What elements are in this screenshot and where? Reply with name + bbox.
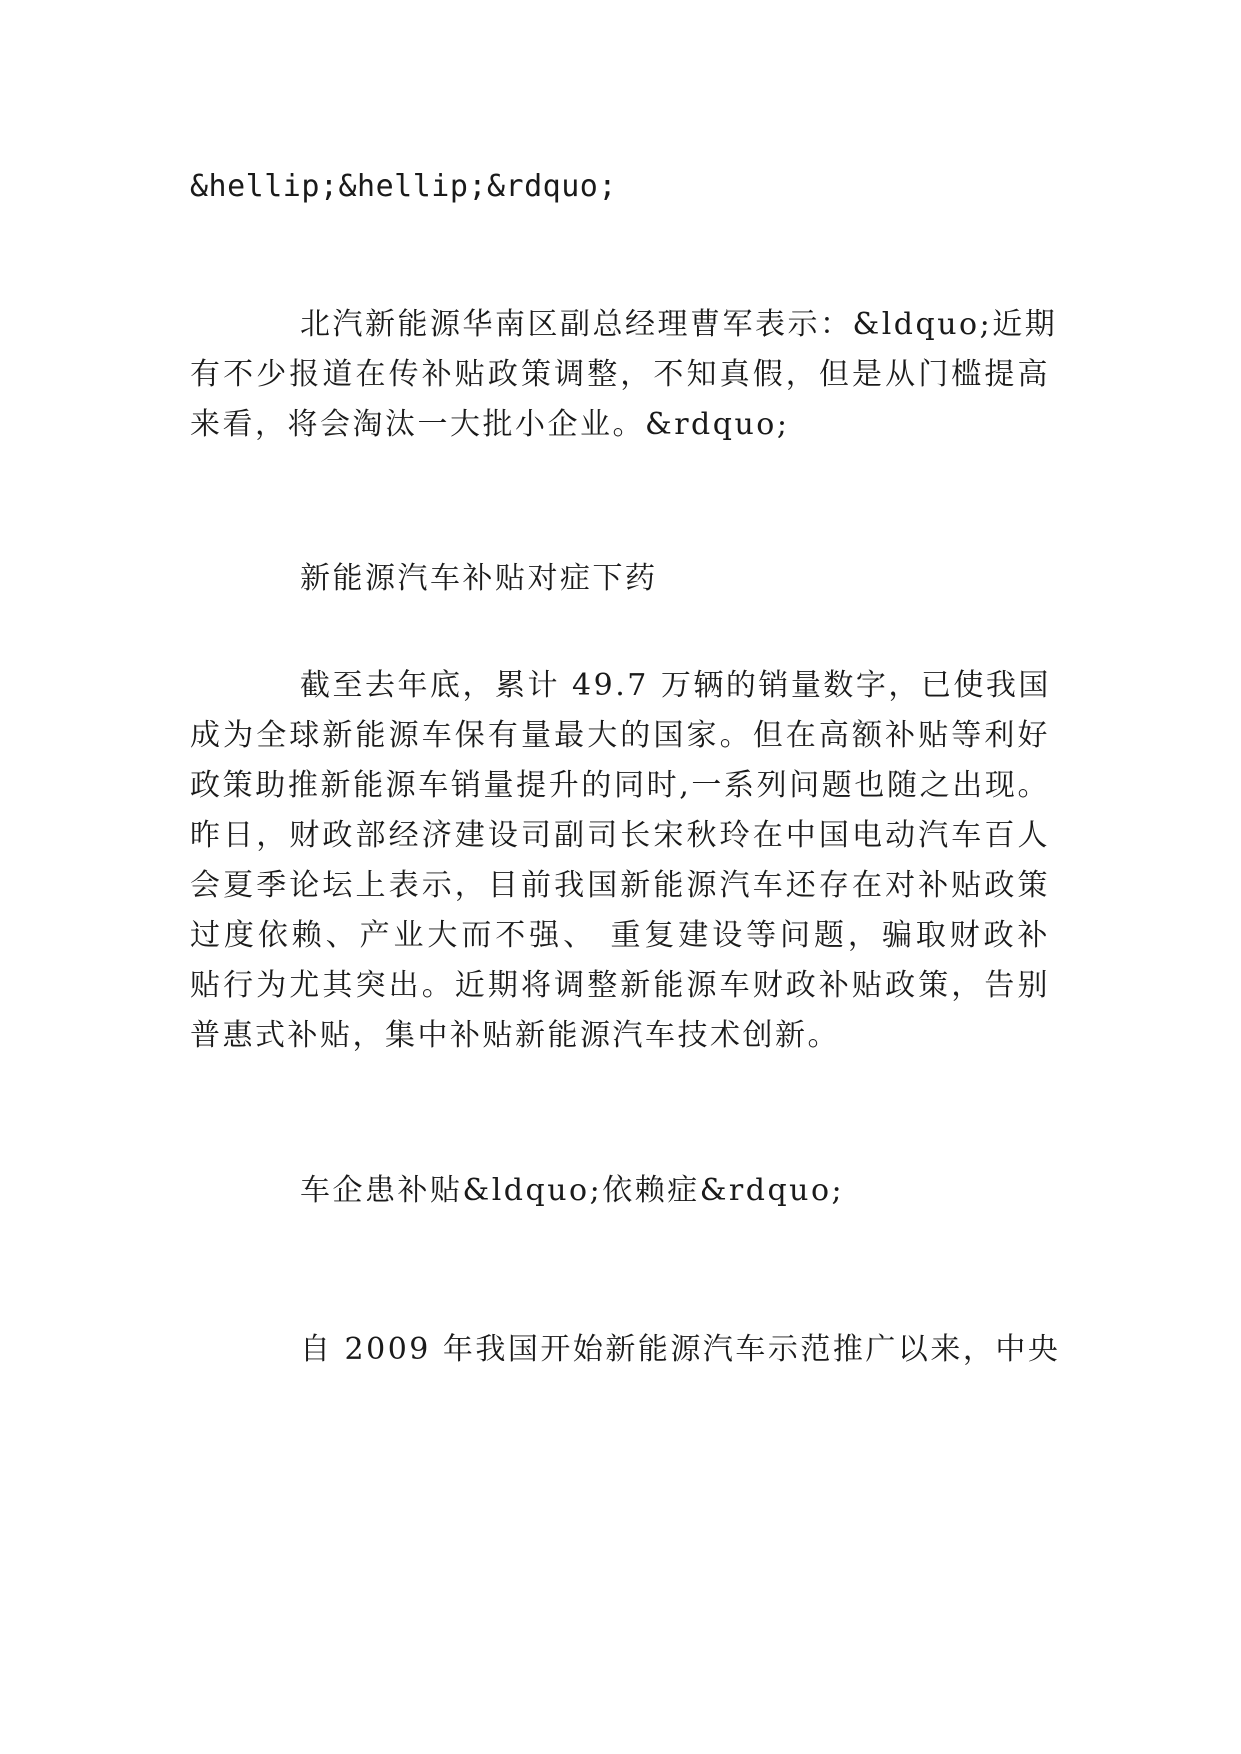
paragraph-line: 北汽新能源华南区副总经理曹军表示：&ldquo;近期 (300, 307, 1058, 342)
paragraph-line: 有不少报道在传补贴政策调整，不知真假，但是从门槛提高 (190, 357, 1050, 392)
paragraph-line: 会夏季论坛上表示，目前我国新能源汽车还存在对补贴政策 (190, 868, 1050, 903)
section-heading: 新能源汽车补贴对症下药 (300, 561, 658, 596)
paragraph-line: 昨日，财政部经济建设司副司长宋秋玲在中国电动汽车百人 (190, 818, 1050, 853)
paragraph-line: 普惠式补贴，集中补贴新能源汽车技术创新。 (190, 1018, 840, 1053)
paragraph-line: 截至去年底，累计 49.7 万辆的销量数字，已使我国 (300, 668, 1051, 703)
paragraph-line: 来看，将会淘汰一大批小企业。&rdquo; (190, 407, 790, 442)
text-line: &hellip;&hellip;&rdquo; (190, 169, 617, 204)
paragraph-line: 政策助推新能源车销量提升的同时,一系列问题也随之出现。 (190, 768, 1050, 803)
paragraph-line: 过度依赖、产业大而不强、 重复建设等问题，骗取财政补 (190, 918, 1050, 953)
paragraph-line: 成为全球新能源车保有量最大的国家。但在高额补贴等利好 (190, 718, 1050, 753)
paragraph-line: 贴行为尤其突出。近期将调整新能源车财政补贴政策，告别 (190, 968, 1050, 1003)
paragraph-line: 自 2009 年我国开始新能源汽车示范推广以来，中央 (300, 1332, 1061, 1367)
section-heading: 车企患补贴&ldquo;依赖症&rdquo; (300, 1173, 845, 1208)
